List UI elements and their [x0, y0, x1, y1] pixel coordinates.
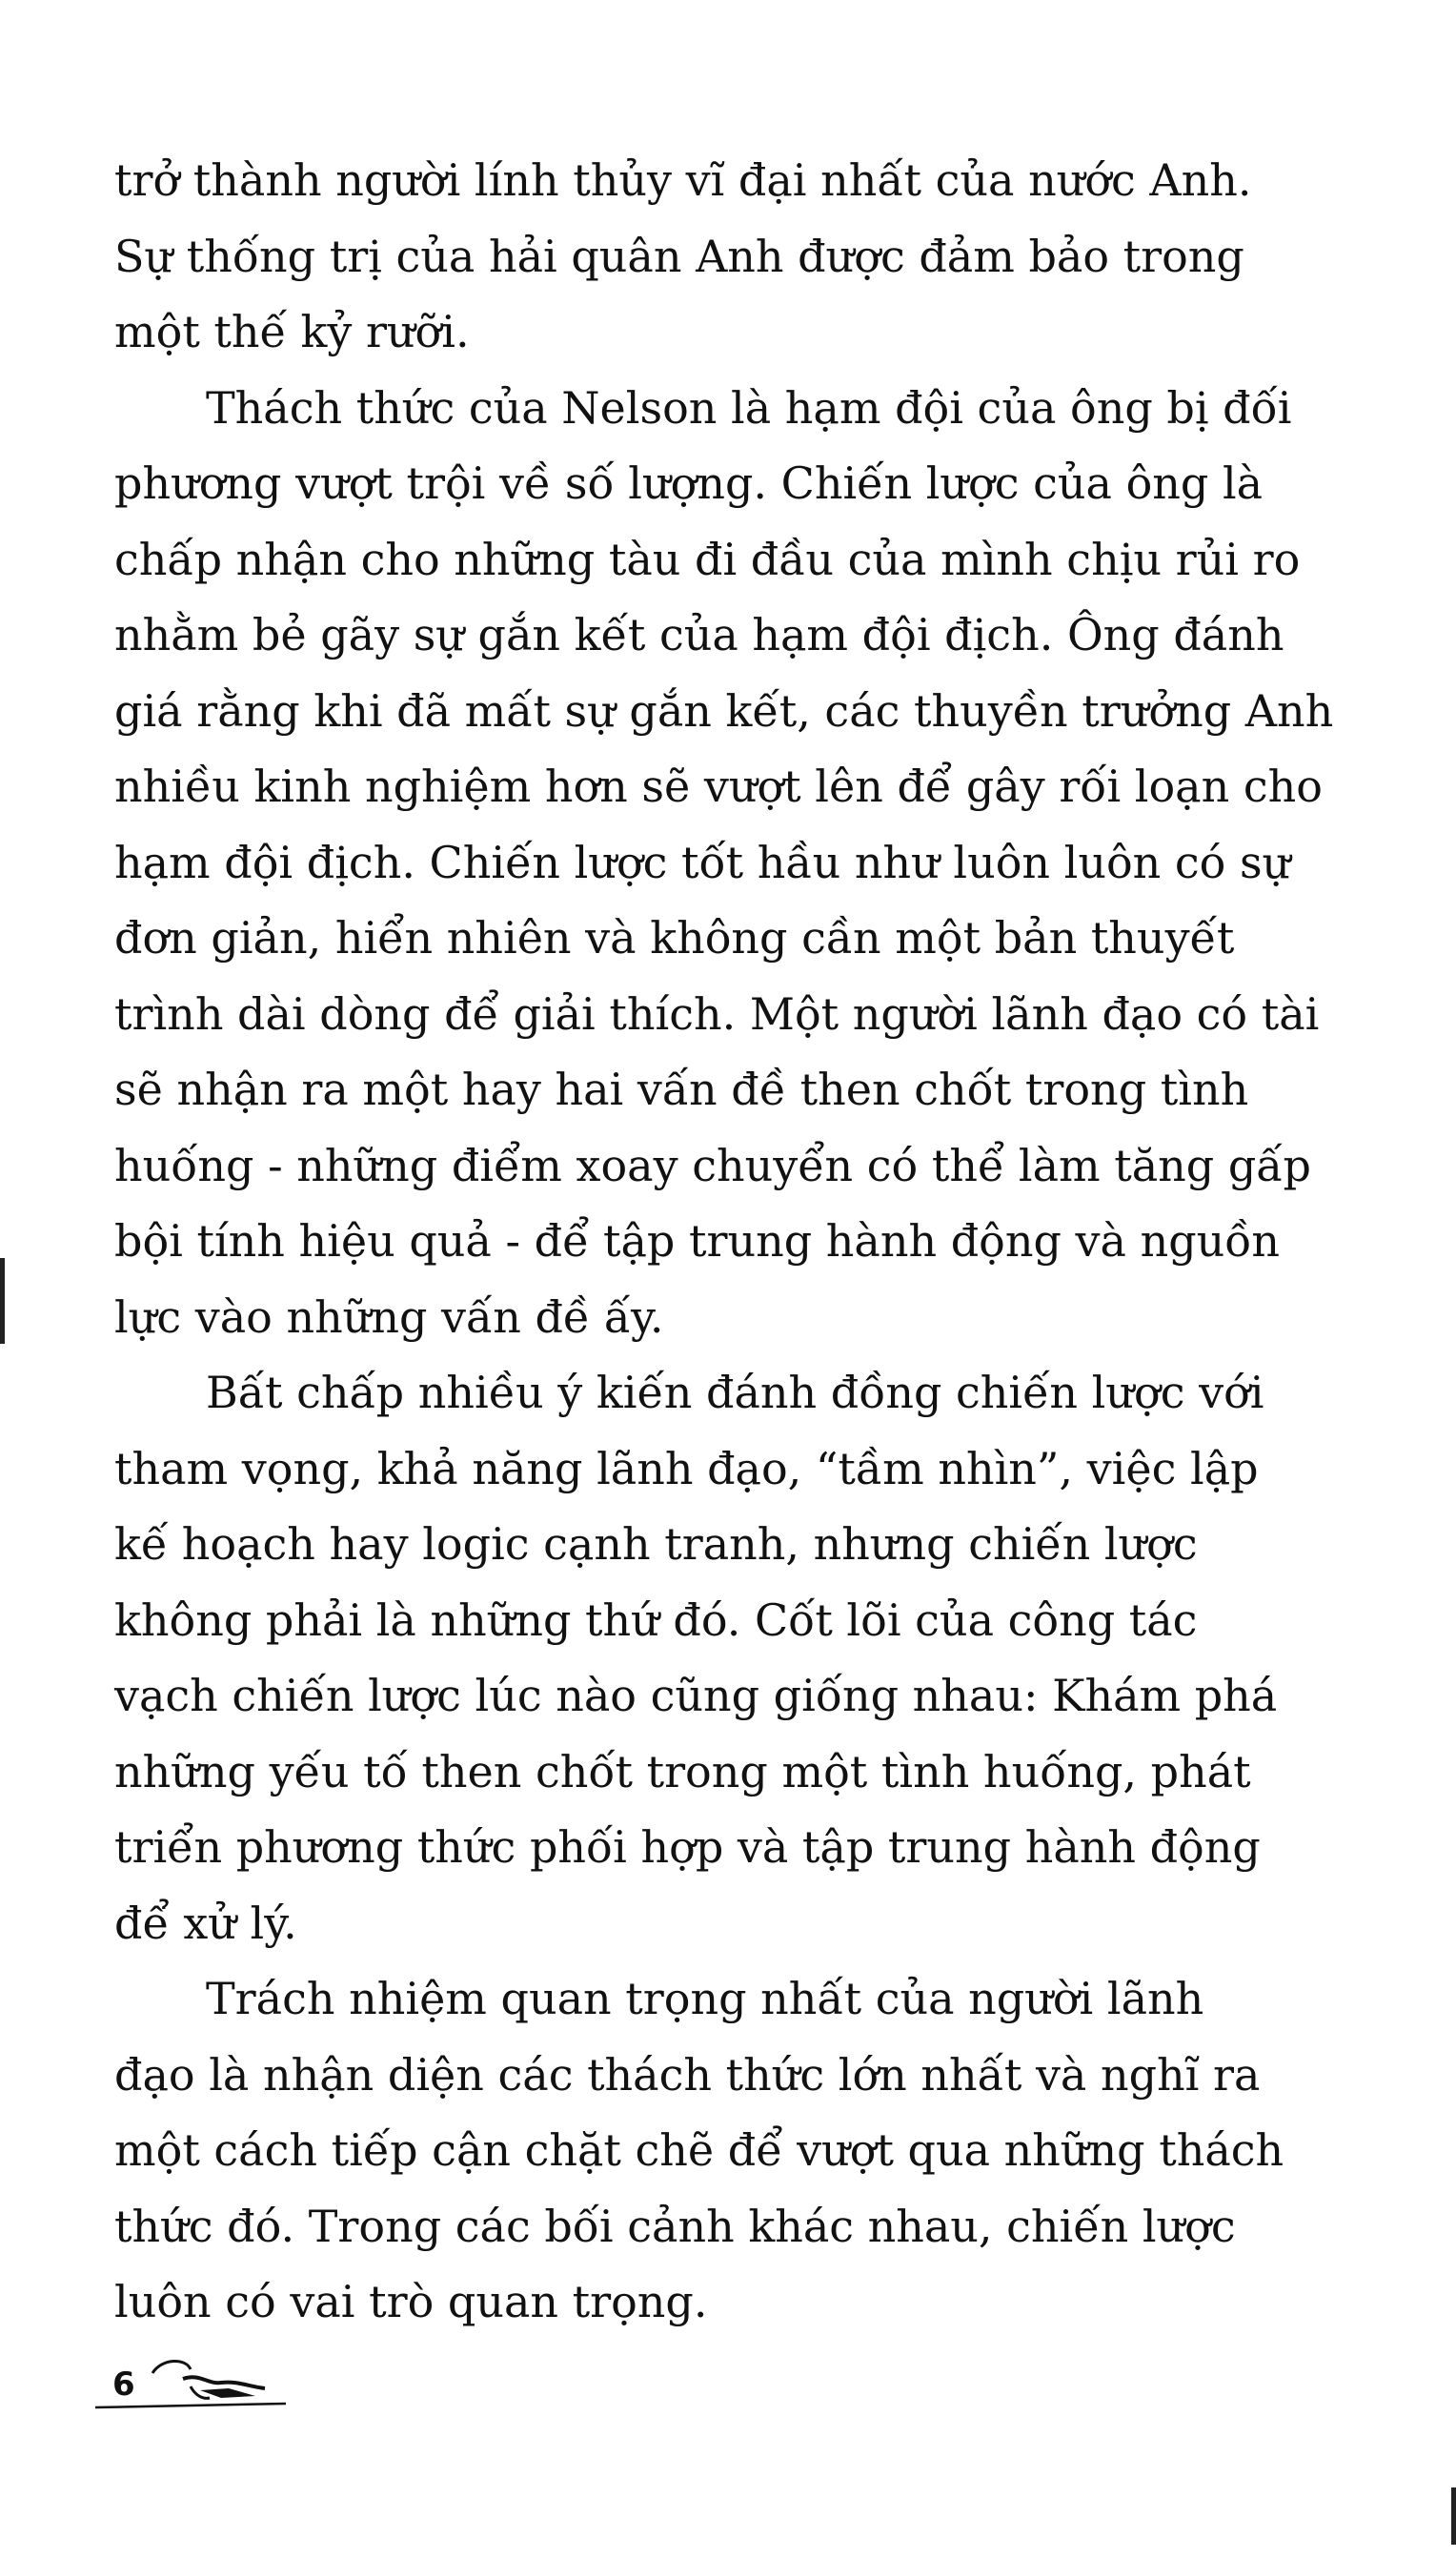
text-line: không phải là những thứ đó. Cốt lõi của công tác [114, 1594, 1198, 1646]
text-line: một cách tiếp cận chặt chẽ để vượt qua những thách [114, 2124, 1284, 2176]
text-line: huống - những điểm xoay chuyển có thể làm tăng gấp [114, 1139, 1311, 1191]
text-line: Thách thức của Nelson là hạm đội của ông bị đối [206, 381, 1292, 434]
paragraph-nelson-challenge [114, 371, 1344, 1356]
page-number: 6 [112, 2365, 135, 2404]
paragraph-leader-responsibility [114, 1961, 1344, 2341]
text-line: Sự thống trị của hải quân Anh được đảm bảo trong [114, 230, 1244, 282]
text-line: triển phương thức phối hợp và tập trung hành động [114, 1821, 1261, 1873]
text-line: vạch chiến lược lúc nào cũng giống nhau: Khám phá [114, 1670, 1278, 1721]
text-line: trở thành người lính thủy vĩ đại nhất của nước Anh. [114, 154, 1252, 206]
text-line: hạm đội địch. Chiến lược tốt hầu như luôn luôn có sự [114, 836, 1291, 888]
paragraph-continuation [114, 143, 1344, 371]
text-line: những yếu tố then chốt trong một tình huống, phát [114, 1745, 1251, 1797]
paragraph-strategy-definition [114, 1355, 1344, 1961]
scan-edge-mark [1451, 2487, 1456, 2545]
text-line: đơn giản, hiển nhiên và không cần một bản thuyết [114, 912, 1235, 964]
text-line: sẽ nhận ra một hay hai vấn đề then chốt trong tình [114, 1064, 1249, 1115]
text-line: lực vào những vấn đề ấy. [114, 1290, 664, 1343]
text-line: Trách nhiệm quan trọng nhất của người lãnh [206, 1973, 1204, 2024]
text-line: tham vọng, khả năng lãnh đạo, “tầm nhìn”, việc lập [114, 1442, 1259, 1494]
text-line: bội tính hiệu quả - để tập trung hành động và nguồn [114, 1215, 1281, 1267]
page-body [114, 143, 1344, 2341]
text-line: chấp nhận cho những tàu đi đầu của mình chịu rủi ro [114, 533, 1301, 585]
text-line: trình dài dòng để giải thích. Một người lãnh đạo có tài [114, 987, 1320, 1040]
text-line: Bất chấp nhiều ý kiến đánh đồng chiến lược với [206, 1367, 1264, 1418]
text-line: đạo là nhận diện các thách thức lớn nhất và nghĩ ra [114, 2048, 1261, 2101]
text-line: nhằm bẻ gãy sự gắn kết của hạm đội địch. Ông đánh [114, 609, 1284, 660]
page-footer [95, 2345, 295, 2421]
text-line: một thế kỷ rưỡi. [114, 306, 470, 357]
text-line: thức đó. Trong các bối cảnh khác nhau, chiến lược [114, 2200, 1236, 2252]
text-line: nhiều kinh nghiệm hơn sẽ vượt lên để gây rối loạn cho [114, 761, 1323, 812]
text-line: giá rằng khi đã mất sự gắn kết, các thuyền trưởng Anh [114, 684, 1334, 737]
text-line: phương vượt trội về số lượng. Chiến lược của ông là [114, 457, 1264, 509]
text-line: luôn có vai trò quan trọng. [114, 2276, 708, 2327]
scan-edge-mark [0, 1258, 5, 1344]
text-line: kế hoạch hay logic cạnh tranh, nhưng chiến lược [114, 1518, 1198, 1570]
text-line: để xử lý. [114, 1897, 297, 1949]
